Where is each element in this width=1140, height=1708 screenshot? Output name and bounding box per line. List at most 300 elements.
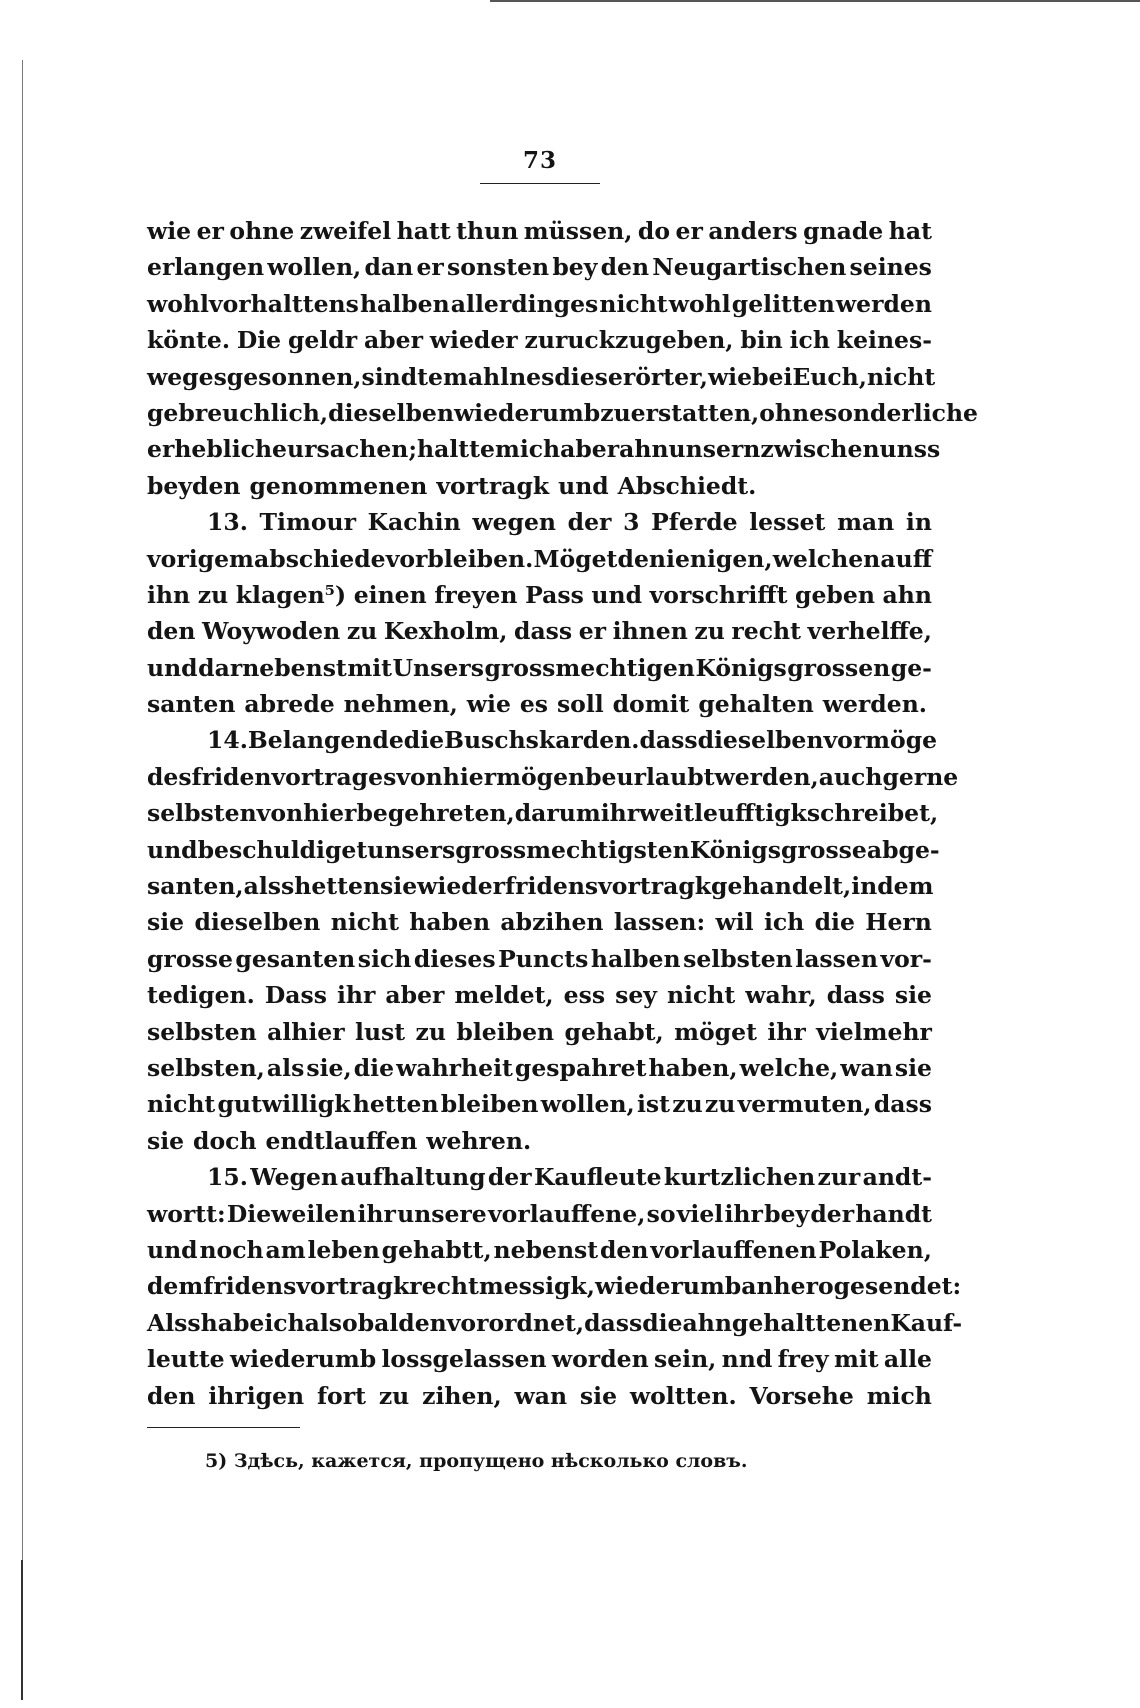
- word: ahn: [619, 435, 669, 464]
- word: mit: [833, 1345, 879, 1374]
- text-line: [147, 759, 959, 795]
- word: Möget: [533, 544, 618, 573]
- word: Pass: [525, 580, 584, 609]
- word: gehalten: [698, 690, 814, 719]
- word: zu: [672, 1090, 703, 1119]
- word: wegen: [472, 508, 556, 537]
- word: einen: [353, 580, 427, 609]
- text-line: [147, 832, 940, 868]
- word: abzihen: [500, 908, 604, 937]
- word: ihr: [767, 1017, 806, 1046]
- text-line: [147, 722, 938, 758]
- word: ohne: [229, 217, 295, 245]
- word: nicht: [666, 981, 736, 1010]
- word: auff: [880, 544, 932, 573]
- word: wahrheit: [396, 1053, 513, 1082]
- word: vermuten,: [737, 1090, 872, 1119]
- word: wahr,: [745, 981, 817, 1010]
- word: Neugartischen: [652, 253, 847, 282]
- word: man: [837, 508, 895, 537]
- word: Königs: [695, 653, 787, 682]
- word: vor-: [880, 944, 932, 973]
- top-edge-rule: [490, 0, 1140, 2]
- word: weges: [147, 362, 227, 391]
- word: 13.: [207, 508, 248, 537]
- word: gelitten: [731, 289, 835, 318]
- word: dass: [514, 617, 573, 646]
- word: grossmechtigsten: [455, 835, 690, 864]
- word: noch: [199, 1235, 264, 1264]
- word: er: [578, 617, 607, 646]
- word: den: [147, 617, 196, 646]
- word: hier: [303, 799, 357, 828]
- word: haben,: [648, 1053, 738, 1082]
- word: alle: [883, 1345, 932, 1374]
- word: er: [196, 217, 224, 245]
- word: zu: [415, 1017, 446, 1046]
- word: begehreten,: [356, 799, 515, 828]
- word: wortt:: [147, 1199, 226, 1228]
- word: zweifel: [299, 217, 392, 245]
- word: viel: [676, 1199, 724, 1228]
- word: gehabt,: [564, 1017, 664, 1046]
- word: zihen,: [422, 1381, 502, 1410]
- word: die: [814, 908, 855, 937]
- word: sie: [380, 872, 418, 901]
- word: gnade: [803, 217, 884, 245]
- word: aufhaltung: [340, 1163, 486, 1192]
- text-line: [147, 359, 936, 395]
- word: lesset: [749, 508, 826, 537]
- word: und: [558, 471, 609, 500]
- word: ich: [789, 326, 830, 355]
- word: unsere: [397, 1199, 487, 1228]
- text-line: [147, 1196, 932, 1232]
- word: abge-: [866, 835, 940, 864]
- word: erlangen: [147, 253, 265, 282]
- word: vorigem: [147, 544, 254, 573]
- word: abrede: [244, 690, 335, 719]
- word: haltte: [417, 435, 495, 464]
- word: wehren.: [426, 1126, 532, 1155]
- text-line: [147, 1232, 932, 1268]
- word: so: [646, 1199, 676, 1228]
- word: dass: [639, 726, 698, 755]
- word: selbsten,: [147, 1053, 265, 1082]
- text-line: [147, 504, 932, 540]
- word: vielmehr: [816, 1017, 932, 1046]
- word: grosse: [147, 944, 233, 973]
- word: sein,: [653, 1345, 717, 1374]
- word: beschuldiget: [197, 835, 368, 864]
- word: es: [519, 690, 549, 719]
- word: wie: [707, 362, 753, 391]
- word: zwischen: [760, 435, 880, 464]
- word: sich: [357, 944, 412, 973]
- word: alss: [243, 872, 295, 901]
- word: erstatten,: [630, 398, 760, 427]
- text-line: [147, 468, 932, 504]
- text-line: [147, 941, 932, 977]
- word: Alss: [147, 1308, 201, 1337]
- word: ihnen: [612, 617, 688, 646]
- text-line: [147, 1378, 932, 1414]
- word: Kachin: [367, 508, 461, 537]
- word: die: [403, 726, 445, 755]
- word: Unsers: [392, 653, 484, 682]
- word: sindtemahln: [361, 362, 527, 391]
- word: Puncts: [498, 944, 589, 973]
- word: alsobalden: [304, 1308, 447, 1337]
- word: unss: [879, 435, 941, 464]
- word: möget: [674, 1017, 757, 1046]
- word: den: [147, 1381, 196, 1410]
- word: zu: [694, 617, 725, 646]
- text-line: [147, 395, 979, 431]
- word: vortragk: [436, 471, 550, 500]
- word: sie: [579, 1381, 618, 1410]
- word: halben: [590, 944, 681, 973]
- word: beurlaubt: [585, 762, 715, 791]
- word: den: [600, 253, 650, 282]
- word: wie: [147, 217, 192, 245]
- word: Wegen: [250, 1163, 339, 1192]
- word: er: [675, 217, 703, 245]
- word: darum: [514, 799, 601, 828]
- word: wan: [514, 1381, 568, 1410]
- word: anhero: [741, 1272, 834, 1301]
- word: vorordnet,: [446, 1308, 585, 1337]
- word: verhelffe,: [807, 617, 932, 646]
- word: dass: [873, 1090, 932, 1119]
- word: Dass: [264, 981, 327, 1010]
- word: wil: [715, 908, 754, 937]
- word: mit: [347, 653, 392, 682]
- word: aber: [363, 326, 423, 355]
- text-line: [147, 213, 932, 249]
- word: soll: [556, 690, 604, 719]
- paragraph: [147, 213, 979, 504]
- word: könte.: [147, 326, 231, 355]
- word: zu: [346, 617, 378, 646]
- text-line: [147, 1050, 932, 1086]
- word: hat: [888, 217, 932, 245]
- word: ahngehalttenen: [682, 1308, 891, 1337]
- word: Timour: [259, 508, 356, 537]
- word: nicht: [147, 1090, 216, 1119]
- word: der: [487, 1163, 532, 1192]
- word: welchen: [772, 544, 881, 573]
- left-page-edge: [22, 60, 23, 1700]
- word: von: [396, 762, 443, 791]
- word: er: [416, 253, 444, 282]
- word: wohl: [668, 289, 731, 318]
- word: handt: [855, 1199, 932, 1228]
- word: örter,: [635, 362, 708, 391]
- text-line: [147, 1268, 962, 1304]
- word: hier: [442, 762, 497, 791]
- word: wiederumb: [453, 398, 601, 427]
- word: bin: [740, 326, 783, 355]
- word: klagen⁵): [235, 580, 347, 609]
- word: Polaken,: [818, 1235, 932, 1264]
- word: hetten: [294, 872, 381, 901]
- text-line: [147, 1014, 932, 1050]
- word: ich: [763, 908, 805, 937]
- word: vorlauffenen: [650, 1235, 817, 1264]
- word: gesonnen,: [226, 362, 362, 391]
- word: selbsten: [683, 944, 793, 973]
- word: nicht: [599, 289, 668, 318]
- word: hetten: [352, 1090, 439, 1119]
- word: sey: [615, 981, 657, 1010]
- word: aber: [385, 981, 445, 1010]
- word: dieselben: [328, 398, 454, 427]
- word: sie: [147, 908, 185, 937]
- word: sie: [894, 1053, 932, 1082]
- word: dieselben: [697, 726, 824, 755]
- word: zu: [704, 1090, 736, 1119]
- word: kurtzlichen: [663, 1163, 816, 1192]
- word: sonsten: [447, 253, 550, 282]
- word: Kexholm,: [383, 617, 508, 646]
- word: ohne: [759, 398, 825, 427]
- word: wie: [466, 690, 511, 719]
- text-line: [147, 249, 932, 285]
- word: abschiede: [254, 544, 386, 573]
- word: unsers: [367, 835, 456, 864]
- word: Kaufleute: [533, 1163, 662, 1192]
- text-line: [147, 650, 932, 686]
- word: die: [353, 1053, 395, 1082]
- word: lossgelassen: [381, 1345, 547, 1374]
- word: leutte: [147, 1345, 225, 1374]
- word: woltten.: [629, 1381, 737, 1410]
- word: habe: [200, 1308, 265, 1337]
- word: Die: [236, 326, 282, 355]
- word: Hern: [865, 908, 932, 937]
- word: selbsten: [147, 1017, 257, 1046]
- word: dieses: [413, 944, 496, 973]
- word: ich: [264, 1308, 305, 1337]
- page-number: 73: [522, 147, 557, 174]
- word: santen: [147, 690, 236, 719]
- text-line: [147, 577, 932, 613]
- word: halben: [359, 289, 450, 318]
- word: mich: [866, 1381, 932, 1410]
- word: aber: [560, 435, 620, 464]
- word: wollen,: [267, 253, 362, 282]
- word: sie: [147, 1126, 185, 1155]
- paragraph: [147, 1159, 963, 1414]
- word: alhier: [267, 1017, 345, 1046]
- word: gesanten: [235, 944, 356, 973]
- word: fridenvortrages: [191, 762, 397, 791]
- word: mich: [494, 435, 561, 464]
- word: ihr: [336, 981, 376, 1010]
- word: gebreuchlich,: [147, 398, 329, 427]
- word: Euch,: [792, 362, 867, 391]
- word: sie,: [306, 1053, 352, 1082]
- word: fridensvortragk: [505, 872, 712, 901]
- footnote-rule: [147, 1427, 300, 1428]
- word: 15.: [207, 1163, 248, 1192]
- text-line: [147, 868, 932, 904]
- word: und: [147, 653, 198, 682]
- word: wan: [840, 1053, 893, 1082]
- word: es: [526, 362, 555, 391]
- text-line: [147, 1159, 932, 1195]
- word: indem: [851, 872, 934, 901]
- word: vorbleiben.: [385, 544, 534, 573]
- word: bleiben: [456, 1017, 555, 1046]
- word: zuruckzugeben,: [524, 326, 734, 355]
- word: genommenen: [249, 471, 428, 500]
- word: frey: [777, 1345, 829, 1374]
- text-line: [147, 904, 932, 940]
- footnote: 5) Здѣсь, кажется, пропущено нѣсколько словъ.: [205, 1450, 748, 1472]
- word: 14.: [207, 726, 248, 755]
- word: lassen:: [613, 908, 706, 937]
- word: und: [147, 835, 198, 864]
- word: Woywoden: [202, 617, 341, 646]
- word: nnd: [721, 1345, 773, 1374]
- word: meldet,: [454, 981, 554, 1010]
- word: dieselben: [194, 908, 321, 937]
- word: doch: [193, 1126, 257, 1155]
- word: leben: [307, 1235, 380, 1264]
- word: nicht: [866, 362, 936, 391]
- word: wollen,: [540, 1090, 635, 1119]
- word: gesendet:: [833, 1272, 962, 1301]
- word: fridensvortragk: [203, 1272, 410, 1301]
- word: zu: [600, 398, 631, 427]
- word: werden: [835, 289, 932, 318]
- word: bei: [752, 362, 793, 391]
- text-line: [147, 795, 939, 831]
- word: dass: [584, 1308, 643, 1337]
- text-line: [147, 686, 932, 722]
- word: endtlauffen: [265, 1126, 418, 1155]
- text-line: [147, 431, 941, 467]
- word: mögen: [496, 762, 586, 791]
- word: gehandelt,: [711, 872, 852, 901]
- word: als: [266, 1053, 305, 1082]
- word: grosse: [780, 835, 867, 864]
- word: darnebenst: [198, 653, 347, 682]
- body-text: [147, 213, 979, 1414]
- word: ess: [563, 981, 606, 1010]
- word: Dieweilen: [226, 1199, 357, 1228]
- word: dass: [826, 981, 885, 1010]
- word: denienigen,: [617, 544, 773, 573]
- word: nebenst: [493, 1235, 599, 1264]
- word: allerdinges: [450, 289, 599, 318]
- text-line: [147, 1305, 963, 1341]
- word: freyen: [434, 580, 518, 609]
- word: worden: [551, 1345, 649, 1374]
- word: unsern: [668, 435, 761, 464]
- word: ist: [636, 1090, 670, 1119]
- word: Königs: [689, 835, 781, 864]
- word: ursachen;: [287, 435, 418, 464]
- word: wieder: [429, 326, 518, 355]
- word: nehmen,: [343, 690, 458, 719]
- word: dan: [364, 253, 414, 282]
- text-line: [147, 541, 932, 577]
- word: ge-: [890, 653, 932, 682]
- word: am: [265, 1235, 306, 1264]
- text-line: [147, 613, 932, 649]
- text-line: [147, 322, 932, 358]
- text-line: [147, 977, 932, 1013]
- word: weitleufftigk: [639, 799, 807, 828]
- text-line: [147, 286, 932, 322]
- word: fort: [316, 1381, 366, 1410]
- word: bey: [552, 253, 598, 282]
- paragraph: [147, 722, 959, 1159]
- word: ihr: [600, 799, 640, 828]
- word: in: [905, 508, 932, 537]
- word: andt-: [862, 1163, 932, 1192]
- word: erhebliche: [147, 435, 288, 464]
- word: zu: [197, 580, 229, 609]
- word: auch: [818, 762, 883, 791]
- word: vormöge: [823, 726, 938, 755]
- text-line: [147, 1341, 932, 1377]
- word: haben: [409, 908, 491, 937]
- word: 3: [623, 508, 640, 537]
- word: müssen,: [523, 217, 633, 245]
- word: dieser: [554, 362, 636, 391]
- word: ihn: [147, 580, 191, 609]
- word: grossen: [787, 653, 891, 682]
- word: Pferde: [651, 508, 738, 537]
- word: werden.: [822, 690, 927, 719]
- word: seines: [849, 253, 932, 282]
- word: gehabtt,: [381, 1235, 492, 1264]
- word: selbsten: [147, 799, 257, 828]
- word: den: [600, 1235, 649, 1264]
- word: der: [567, 508, 612, 537]
- word: geben: [795, 580, 875, 609]
- word: ihr: [724, 1199, 763, 1228]
- word: sonderliche: [824, 398, 979, 427]
- word: ihrigen: [208, 1381, 305, 1410]
- word: des: [147, 762, 192, 791]
- page-number-rule: [480, 183, 600, 184]
- text-line: [147, 1123, 932, 1159]
- word: Kauf-: [890, 1308, 963, 1337]
- word: ihr: [357, 1199, 396, 1228]
- word: wiederumb: [594, 1272, 742, 1301]
- word: und: [591, 580, 643, 609]
- word: do: [637, 217, 671, 245]
- word: vorlauffene,: [487, 1199, 646, 1228]
- word: nicht: [330, 908, 399, 937]
- word: sie: [894, 981, 932, 1010]
- word: gespahret: [514, 1053, 647, 1082]
- word: die: [642, 1308, 683, 1337]
- word: gutwilligk: [217, 1090, 351, 1119]
- word: wiederumb: [229, 1345, 377, 1374]
- word: wohlvorhalttens: [147, 289, 359, 318]
- word: bey: [764, 1199, 810, 1228]
- word: thun: [456, 217, 519, 245]
- text-line: [147, 1086, 932, 1122]
- word: grossmechtigen: [484, 653, 695, 682]
- word: zu: [378, 1381, 410, 1410]
